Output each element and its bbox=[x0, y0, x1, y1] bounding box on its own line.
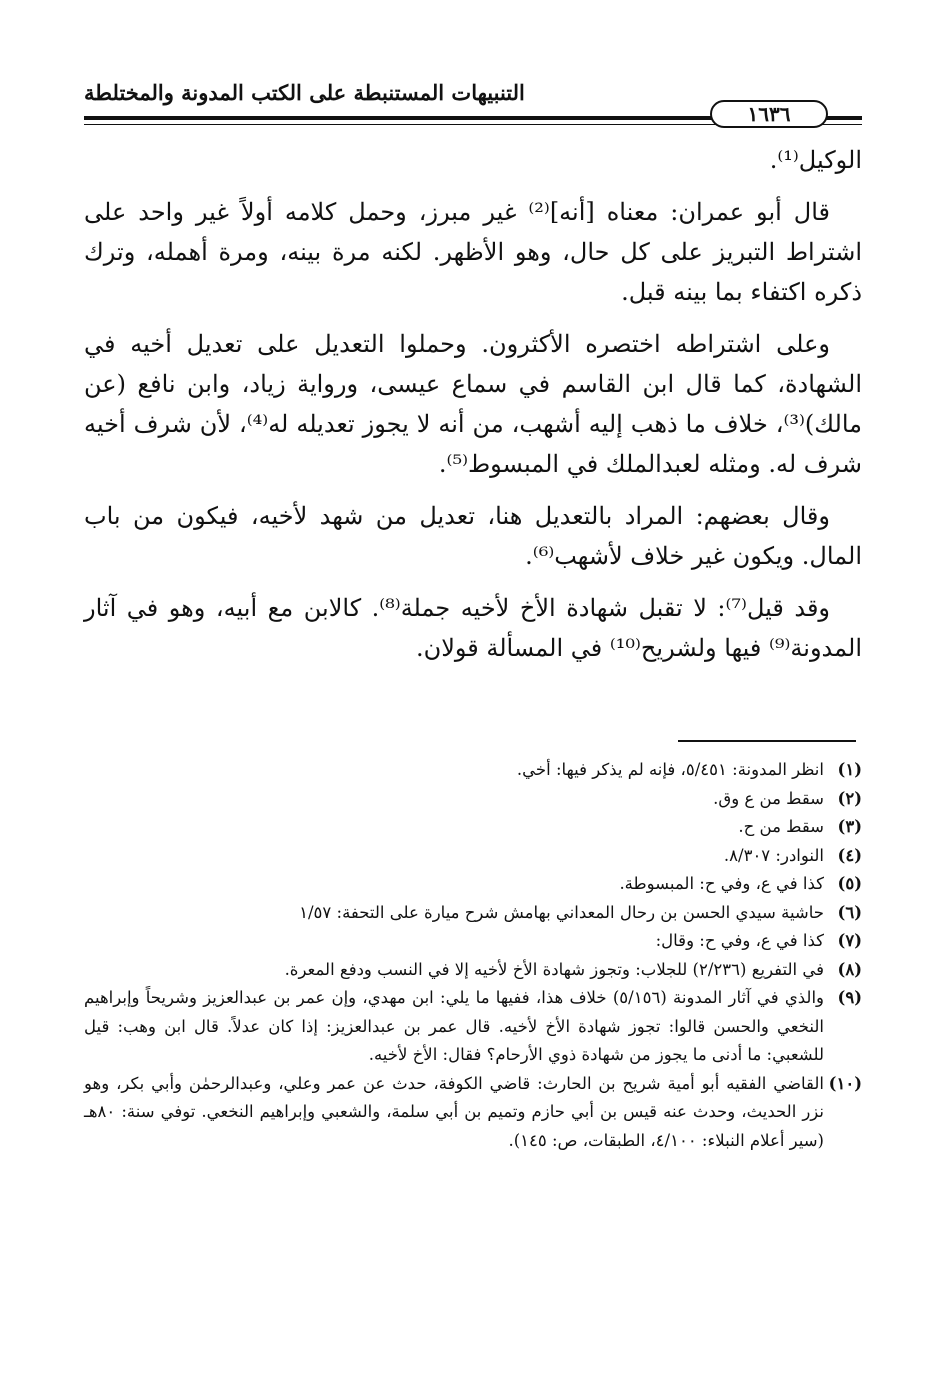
footnote-text: في التفريع (٢/٢٣٦) للجلاب: وتجوز شهادة الأخ لأخيه إلا في النسب ودفع المعرة. bbox=[284, 959, 824, 979]
paragraph: وقال بعضهم: المراد بالتعديل هنا، تعديل من شهد لأخيه، فيكون من باب المال. ويكون غير خلاف لأشهب⁽⁶⁾. bbox=[84, 502, 862, 570]
footnote-text: والذي في آثار المدونة (٥/١٥٦) خلاف هذا، ففيها ما يلي: ابن مهدي، وإن عمر بن عبدالعزيز وشريحاً وإبراهيم النخعي والحسن قالوا: تجوز شهادة الأخ لأخيه. قال عمر بن عبدالعزيز: إذا كان عدلاً. قال ابن وهب: قيل للشعبي: ما أدنى ما يجوز من شهادة ذوي الأرحام؟ فقال: الأخ لأخيه. bbox=[84, 988, 824, 1064]
footnote bbox=[84, 870, 862, 899]
footnote bbox=[84, 785, 862, 814]
paragraph: الوكيل⁽¹⁾. bbox=[769, 146, 862, 174]
footnote-separator bbox=[678, 740, 856, 742]
footnotes bbox=[84, 756, 862, 1155]
footnote-number: (١) bbox=[837, 760, 862, 779]
footnote-text: كذا في ع، وفي ح: وقال: bbox=[655, 931, 824, 950]
footnote-number: (٣) bbox=[837, 817, 862, 836]
footnote-text: القاضي الفقيه أبو أمية شريح بن الحارث: قاضي الكوفة، حدث عن عمر وعلي، وعبدالرحمٰن وأبي بكر، وهو نزر الحديث، وحدث عنه قيس بن أبي حازم وتميم بن أبي سلمة، والشعبي وإبراهيم النخعي. توفي سنة: ٨٠هـ (سير أعلام النبلاء: ٤/١٠٠، الطبقات، ص: ١٤٥). bbox=[84, 1073, 824, 1150]
footnote bbox=[84, 899, 862, 928]
footnote-text: انظر المدونة: ٥/٤٥١، فإنه لم يذكر فيها: أخي. bbox=[516, 760, 824, 779]
main-text bbox=[84, 140, 862, 680]
footnote-text: سقط من ع وق. bbox=[713, 788, 824, 808]
footnote-number: (٥) bbox=[837, 874, 862, 893]
footnote-number: (٢) bbox=[837, 788, 862, 808]
footnote bbox=[84, 956, 862, 985]
paragraph: قال أبو عمران: معناه [أنه]⁽²⁾ غير مبرز، وحمل كلامه أولاً غير واحد على اشتراط التبريز على كل حال، وهو الأظهر. لكنه مرة بينه، ومرة أهمله، وترك ذكره اكتفاء بما بينه قبل. bbox=[84, 198, 862, 306]
footnote-text: النوادر: ٨/٣٠٧. bbox=[723, 845, 824, 865]
footnote-text: كذا في ع، وفي ح: المبسوطة. bbox=[619, 874, 824, 893]
footnote-number: (١٠) bbox=[828, 1073, 862, 1093]
footnote bbox=[84, 927, 862, 956]
footnote bbox=[84, 1070, 862, 1156]
footnote bbox=[84, 984, 862, 1070]
footnote bbox=[84, 813, 862, 842]
footnote-text: سقط من ح. bbox=[738, 817, 824, 836]
footnote bbox=[84, 842, 862, 871]
footnote-number: (٨) bbox=[837, 959, 862, 979]
running-title: التنبيهات المستنبطة على الكتب المدونة والمختلطة bbox=[84, 80, 525, 105]
footnote-number: (٧) bbox=[837, 931, 862, 950]
footnote-text: حاشية سيدي الحسن بن رحال المعداني بهامش شرح ميارة على التحفة: ١/٥٧ bbox=[299, 902, 824, 922]
page-number: ١٦٣٦ bbox=[710, 100, 828, 128]
footnote-number: (٤) bbox=[837, 845, 862, 865]
footnote-number: (٩) bbox=[837, 988, 862, 1007]
paragraph: وعلى اشتراطه اختصره الأكثرون. وحملوا التعديل على تعديل أخيه في الشهادة، كما قال ابن القاسم في سماع عيسى، ورواية زياد، وابن نافع (عن مالك)⁽³⁾، خلاف ما ذهب إليه أشهب، من أنه لا يجوز تعديله له⁽⁴⁾، لأن شرف أخيه شرف له. ومثله لعبدالملك في المبسوط⁽⁵⁾. bbox=[84, 330, 862, 478]
page-header bbox=[84, 78, 862, 136]
footnote-number: (٦) bbox=[837, 902, 862, 922]
paragraph: وقد قيل⁽⁷⁾: لا تقبل شهادة الأخ لأخيه جملة⁽⁸⁾. كالابن مع أبيه، وهو في آثار المدونة⁽⁹⁾ فيها ولشريح⁽¹⁰⁾ في المسألة قولان. bbox=[84, 594, 862, 662]
footnote bbox=[84, 756, 862, 785]
